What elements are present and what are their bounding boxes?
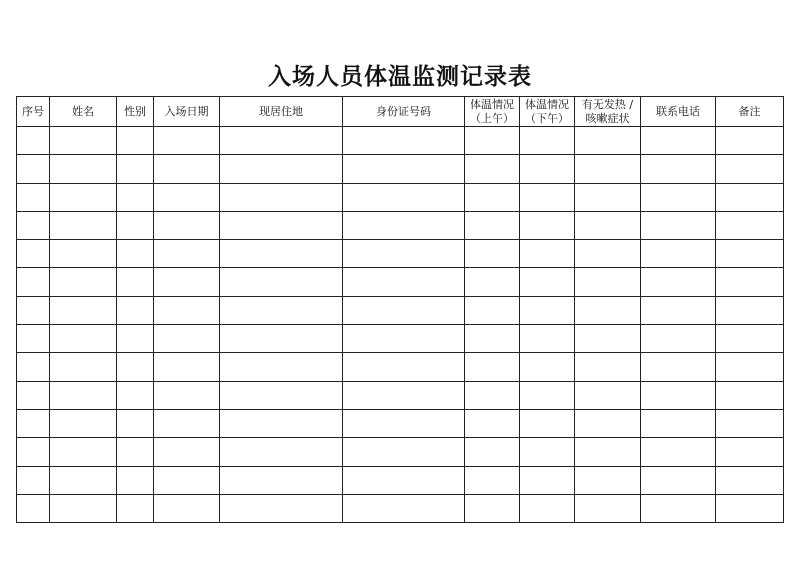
table-cell[interactable] [154, 325, 220, 353]
table-cell[interactable] [575, 466, 641, 494]
table-cell[interactable] [716, 438, 784, 466]
table-cell[interactable] [520, 268, 575, 296]
table-cell[interactable] [465, 466, 520, 494]
header-current-address: 现居住地 [220, 97, 343, 127]
table-cell[interactable] [220, 325, 343, 353]
table-cell[interactable] [641, 127, 716, 155]
table-cell[interactable] [343, 325, 465, 353]
table-cell[interactable] [716, 325, 784, 353]
header-fever-cough: 有无发热 / 咳嗽症状 [575, 97, 641, 127]
table-cell[interactable] [117, 381, 154, 409]
table-cell[interactable] [117, 211, 154, 239]
table-cell[interactable] [154, 409, 220, 437]
header-gender: 性别 [117, 97, 154, 127]
table-cell[interactable] [17, 183, 50, 211]
table-cell[interactable] [17, 296, 50, 324]
table-cell[interactable] [154, 296, 220, 324]
table-cell[interactable] [465, 438, 520, 466]
table-cell[interactable] [641, 268, 716, 296]
table-cell[interactable] [50, 155, 117, 183]
table-cell[interactable] [343, 494, 465, 522]
table-cell[interactable] [117, 494, 154, 522]
table-cell[interactable] [465, 381, 520, 409]
table-cell[interactable] [50, 353, 117, 381]
table-cell[interactable] [50, 438, 117, 466]
table-cell[interactable] [154, 494, 220, 522]
table-cell[interactable] [465, 155, 520, 183]
table-cell[interactable] [575, 494, 641, 522]
table-cell[interactable] [154, 183, 220, 211]
table-cell[interactable] [220, 494, 343, 522]
table-cell[interactable] [465, 296, 520, 324]
table-cell[interactable] [343, 438, 465, 466]
table-cell[interactable] [50, 466, 117, 494]
table-cell[interactable] [520, 494, 575, 522]
table-cell[interactable] [343, 466, 465, 494]
table-cell[interactable] [716, 183, 784, 211]
table-cell[interactable] [154, 155, 220, 183]
header-id-number: 身份证号码 [343, 97, 465, 127]
header-phone: 联系电话 [641, 97, 716, 127]
table-cell[interactable] [220, 127, 343, 155]
table-cell[interactable] [520, 409, 575, 437]
table-cell[interactable] [520, 466, 575, 494]
table-cell[interactable] [220, 211, 343, 239]
table-cell[interactable] [17, 325, 50, 353]
table-cell[interactable] [220, 183, 343, 211]
table-cell[interactable] [465, 183, 520, 211]
table-cell[interactable] [50, 240, 117, 268]
table-cell[interactable] [50, 183, 117, 211]
table-cell[interactable] [716, 381, 784, 409]
table-cell[interactable] [465, 409, 520, 437]
table-body [17, 127, 784, 523]
table-cell[interactable] [716, 127, 784, 155]
table-cell[interactable] [575, 381, 641, 409]
table-row [17, 494, 784, 522]
table-cell[interactable] [220, 240, 343, 268]
table-cell[interactable] [465, 127, 520, 155]
table-cell[interactable] [716, 353, 784, 381]
table-cell[interactable] [117, 183, 154, 211]
header-temperature-am: 体温情况 （上午） [465, 97, 520, 127]
table-cell[interactable] [520, 296, 575, 324]
table-cell[interactable] [343, 127, 465, 155]
table-row [17, 296, 784, 324]
table-cell[interactable] [17, 353, 50, 381]
table-cell[interactable] [716, 268, 784, 296]
table-cell[interactable] [716, 240, 784, 268]
table-cell[interactable] [520, 353, 575, 381]
table-cell[interactable] [520, 240, 575, 268]
table-cell[interactable] [520, 381, 575, 409]
table-cell[interactable] [220, 409, 343, 437]
table-cell[interactable] [520, 211, 575, 239]
table-cell[interactable] [520, 155, 575, 183]
table-cell[interactable] [17, 494, 50, 522]
table-cell[interactable] [641, 409, 716, 437]
table-cell[interactable] [575, 183, 641, 211]
header-serial-number: 序号 [17, 97, 50, 127]
table-cell[interactable] [50, 381, 117, 409]
table-cell[interactable] [575, 296, 641, 324]
table-cell[interactable] [641, 494, 716, 522]
table-cell[interactable] [716, 155, 784, 183]
table-cell[interactable] [575, 353, 641, 381]
table-cell[interactable] [520, 438, 575, 466]
table-cell[interactable] [575, 268, 641, 296]
table-cell[interactable] [117, 240, 154, 268]
table-cell[interactable] [641, 211, 716, 239]
temperature-record-table [16, 96, 784, 523]
table-row [17, 466, 784, 494]
table-row [17, 409, 784, 437]
table-cell[interactable] [641, 240, 716, 268]
table-cell[interactable] [716, 466, 784, 494]
table-cell[interactable] [50, 268, 117, 296]
header-entry-date: 入场日期 [154, 97, 220, 127]
table-cell[interactable] [465, 211, 520, 239]
table-cell[interactable] [465, 240, 520, 268]
table-row [17, 268, 784, 296]
table-cell[interactable] [343, 268, 465, 296]
table-cell[interactable] [343, 353, 465, 381]
table-cell[interactable] [641, 325, 716, 353]
table-row [17, 127, 784, 155]
table-cell[interactable] [154, 211, 220, 239]
table-cell[interactable] [17, 268, 50, 296]
table-cell[interactable] [17, 438, 50, 466]
table-cell[interactable] [716, 211, 784, 239]
table-cell[interactable] [154, 353, 220, 381]
table-cell[interactable] [17, 155, 50, 183]
table-cell[interactable] [520, 127, 575, 155]
table-cell[interactable] [117, 268, 154, 296]
table-cell[interactable] [17, 127, 50, 155]
table-cell[interactable] [50, 211, 117, 239]
table-cell[interactable] [154, 240, 220, 268]
table-cell[interactable] [117, 353, 154, 381]
table-cell[interactable] [465, 353, 520, 381]
header-remarks: 备注 [716, 97, 784, 127]
table-cell[interactable] [154, 381, 220, 409]
table-cell[interactable] [575, 240, 641, 268]
table-row [17, 155, 784, 183]
table-cell[interactable] [575, 127, 641, 155]
table-cell[interactable] [575, 211, 641, 239]
table-cell[interactable] [343, 409, 465, 437]
table-cell[interactable] [716, 409, 784, 437]
table-cell[interactable] [154, 466, 220, 494]
table-cell[interactable] [220, 268, 343, 296]
table-cell[interactable] [641, 155, 716, 183]
table-cell[interactable] [575, 325, 641, 353]
table-cell[interactable] [17, 211, 50, 239]
table-cell[interactable] [465, 494, 520, 522]
table-cell[interactable] [575, 409, 641, 437]
table-cell[interactable] [716, 494, 784, 522]
table-row [17, 353, 784, 381]
table-cell[interactable] [465, 268, 520, 296]
header-temperature-pm: 体温情况 （下午） [520, 97, 575, 127]
table-cell[interactable] [50, 127, 117, 155]
table-row [17, 183, 784, 211]
table-cell[interactable] [220, 155, 343, 183]
table-row [17, 381, 784, 409]
table-cell[interactable] [220, 296, 343, 324]
table-row [17, 211, 784, 239]
table-cell[interactable] [154, 438, 220, 466]
table-cell[interactable] [117, 296, 154, 324]
table-cell[interactable] [343, 381, 465, 409]
table-cell[interactable] [117, 409, 154, 437]
table-row [17, 240, 784, 268]
table-cell[interactable] [343, 211, 465, 239]
table-cell[interactable] [520, 183, 575, 211]
table-cell[interactable] [520, 325, 575, 353]
table-cell[interactable] [117, 155, 154, 183]
table-cell[interactable] [220, 381, 343, 409]
table-cell[interactable] [641, 296, 716, 324]
table-cell[interactable] [465, 325, 520, 353]
table-cell[interactable] [575, 438, 641, 466]
table-cell[interactable] [220, 353, 343, 381]
table-cell[interactable] [50, 296, 117, 324]
table-cell[interactable] [50, 409, 117, 437]
page-title: 入场人员体温监测记录表 [268, 63, 532, 90]
table-cell[interactable] [641, 353, 716, 381]
table-row [17, 325, 784, 353]
table-cell[interactable] [17, 409, 50, 437]
table-cell[interactable] [117, 325, 154, 353]
table-cell[interactable] [641, 466, 716, 494]
table-cell[interactable] [117, 127, 154, 155]
header-row [17, 97, 784, 127]
table-cell[interactable] [641, 183, 716, 211]
header-name: 姓名 [50, 97, 117, 127]
table-cell[interactable] [641, 438, 716, 466]
table-cell[interactable] [17, 381, 50, 409]
table-row [17, 438, 784, 466]
table-cell[interactable] [575, 155, 641, 183]
table-cell[interactable] [641, 381, 716, 409]
table-cell[interactable] [154, 268, 220, 296]
table-cell[interactable] [343, 155, 465, 183]
table-cell[interactable] [343, 183, 465, 211]
table-cell[interactable] [343, 296, 465, 324]
table-cell[interactable] [716, 296, 784, 324]
table-cell[interactable] [343, 240, 465, 268]
table-cell[interactable] [117, 466, 154, 494]
table-cell[interactable] [50, 325, 117, 353]
table-cell[interactable] [17, 466, 50, 494]
table-cell[interactable] [17, 240, 50, 268]
table-cell[interactable] [117, 438, 154, 466]
table-cell[interactable] [50, 494, 117, 522]
table-cell[interactable] [154, 127, 220, 155]
table-cell[interactable] [220, 438, 343, 466]
table-cell[interactable] [220, 466, 343, 494]
